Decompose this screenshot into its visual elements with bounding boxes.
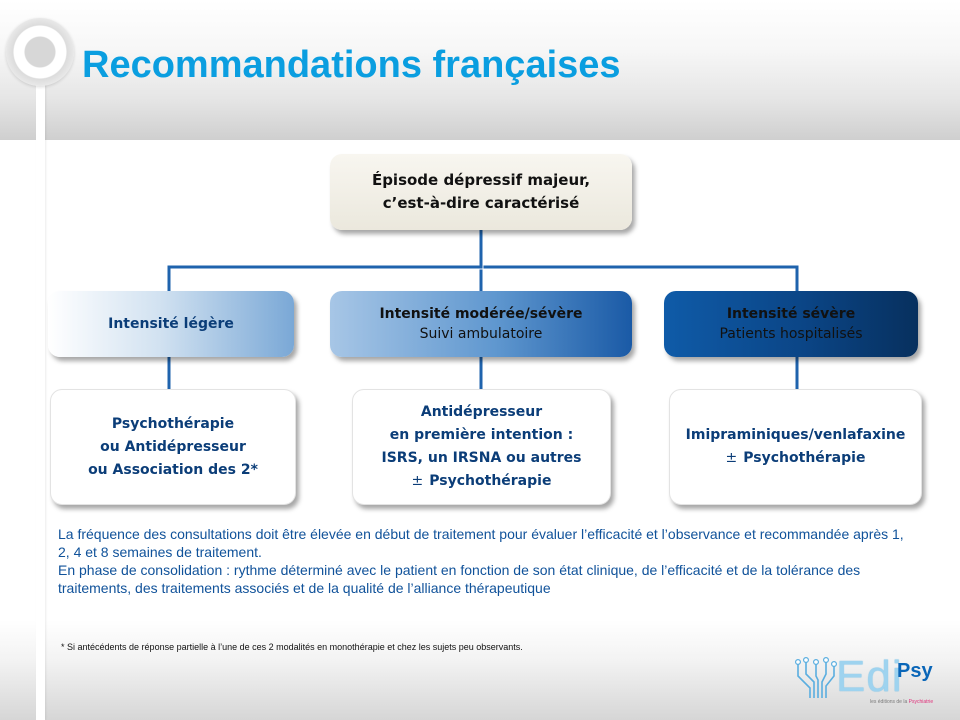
note-paragraph-2: En phase de consolidation : rythme déterminé avec le patient en fonction de son état clinique, de l’efficacité et de la tolérance des traitements, des traitements associés et de la qualité de l’alliance thérapeutique: [58, 562, 861, 596]
treatment-line: ISRS, un IRSNA ou autres: [381, 450, 582, 466]
circuit-logo-icon: [790, 656, 838, 700]
logo-tagline-text: les éditions de la: [870, 699, 909, 705]
treatment-line: ou Association des 2*: [88, 461, 258, 478]
note-paragraph-1: La fréquence des consultations doit être élevée en début de traitement pour évaluer l’efficacité et l’observance et recommandée après 1, 2, 4 et 8 semaines de traitement.: [58, 526, 904, 560]
level-node-subtitle: Patients hospitalisés: [719, 326, 863, 342]
root-node-line1: Épisode dépressif majeur,: [371, 171, 591, 189]
treatment-node-legere: [50, 389, 296, 505]
treatment-line: en première intention :: [389, 427, 574, 443]
level-node-title: Intensité modérée/sévère: [379, 306, 583, 322]
plus-minus-icon: ±: [725, 450, 738, 466]
plus-minus-icon: ±: [411, 473, 424, 489]
treatment-line-plusminus: [726, 447, 866, 470]
logo-brand: Edi: [836, 652, 903, 701]
treatment-line: Psychothérapie: [111, 415, 235, 432]
logo-brand-suffix: Psy: [897, 660, 933, 682]
treatment-node-moderee-severe: [352, 389, 611, 505]
level-node-legere: [48, 291, 294, 357]
level-node-title: Intensité légère: [108, 316, 234, 332]
logo-tagline-highlight: Psychiatrie: [908, 699, 934, 705]
treatment-line: Imipraminiques/venlafaxine: [685, 427, 906, 443]
treatment-extra: Psychothérapie: [429, 473, 552, 489]
level-node-title: Intensité sévère: [726, 306, 856, 322]
root-node-line2: c’est-à-dire caractérisé: [382, 194, 580, 212]
logo-tagline: [870, 699, 933, 705]
consultation-notes: [58, 525, 908, 597]
root-node-episode-depressif: [330, 154, 632, 230]
footnote: * Si antécédents de réponse partielle à l’une de ces 2 modalités en monothérapie et chez les sujets peu observants.: [61, 642, 523, 652]
level-node-moderee-severe: [330, 291, 632, 357]
treatment-line: Antidépresseur: [420, 404, 543, 420]
treatment-line-plusminus: [412, 470, 552, 493]
slide-title: Recommandations françaises: [82, 44, 621, 86]
treatment-extra: Psychothérapie: [743, 450, 866, 466]
treatment-line: ou Antidépresseur: [100, 438, 246, 455]
level-node-severe: [664, 291, 918, 357]
edipsy-logo: [790, 652, 940, 712]
level-node-subtitle: Suivi ambulatoire: [419, 326, 543, 342]
treatment-node-severe: [669, 389, 922, 505]
